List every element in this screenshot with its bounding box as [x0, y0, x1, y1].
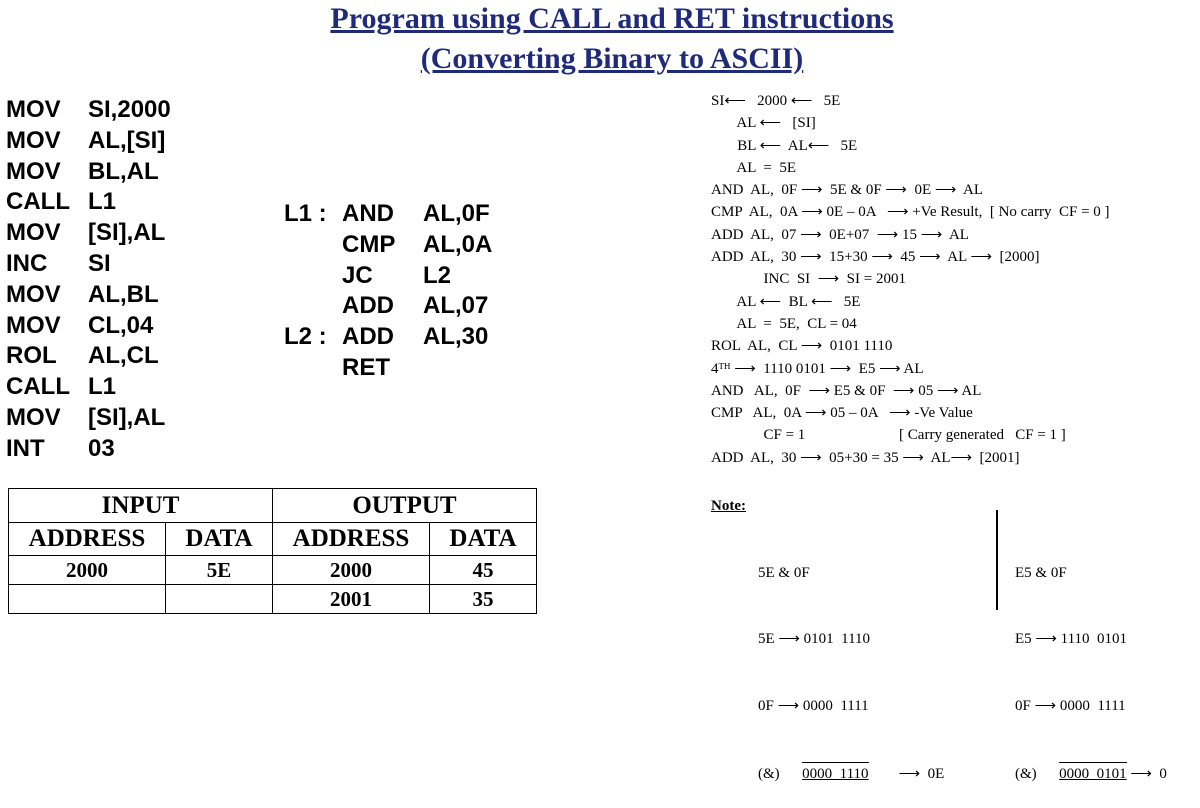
main-program-line: [6, 218, 171, 249]
subroutine-line: [284, 291, 492, 322]
instruction-operands: AL,[SI]: [88, 126, 166, 154]
note-expr: E5 & 0F: [1015, 564, 1067, 581]
note-arrow-result: ⟶ 0E: [898, 766, 945, 783]
trace-line: ADD AL, 07 ⟶ 0E+07 ⟶ 15 ⟶ AL: [711, 226, 969, 243]
note-op: (&): [758, 766, 780, 783]
table-cell: 35: [430, 585, 537, 614]
note-right-calc: [1015, 517, 1167, 808]
trace-line: ADD AL, 30 ⟶ 15+30 ⟶ 45 ⟶ AL ⟶ [2000]: [711, 249, 1040, 266]
note-line: 0F ⟶ 0000 1111: [1015, 698, 1126, 715]
input-header: INPUT: [9, 489, 273, 523]
main-program-line: [6, 95, 171, 126]
instruction-opcode: CALL: [6, 188, 70, 216]
table-cell: 2000: [9, 556, 166, 585]
note-result-line: [1015, 762, 1167, 785]
main-program-line: [6, 311, 171, 342]
trace-line: ROL AL, CL ⟶ 0101 1110: [711, 338, 893, 355]
instruction-operands: AL,07: [423, 292, 489, 320]
input-data-header: DATA: [166, 523, 273, 556]
instruction-operands: AL,BL: [88, 280, 159, 308]
note-divider: [996, 510, 998, 610]
main-program-line: [6, 434, 171, 465]
trace-line: AND AL, 0F ⟶ E5 & 0F ⟶ 05 ⟶ AL: [711, 382, 982, 399]
main-program-line: [6, 403, 171, 434]
trace-line: BL ⟵ AL⟵ 5E: [711, 137, 858, 154]
subroutine-line: [284, 199, 492, 230]
subroutine-line: [284, 261, 492, 292]
subroutine-line: [284, 230, 492, 261]
trace-line: AL = 5E, CL = 04: [711, 315, 857, 332]
instruction-opcode: CMP: [342, 230, 396, 258]
instruction-opcode: JC: [342, 261, 373, 289]
main-program-line: [6, 249, 171, 280]
note-title: Note:: [711, 498, 746, 514]
subroutine-line: [284, 322, 492, 353]
instruction-operands: 03: [88, 434, 115, 462]
trace-line: AL ⟵ [SI]: [711, 115, 816, 132]
instruction-operands: [SI],AL: [88, 219, 166, 247]
table-cell: 45: [430, 556, 537, 585]
instruction-opcode: MOV: [6, 157, 61, 185]
instruction-label: L2 :: [284, 323, 327, 351]
trace-line: CF = 1 [ Carry generated CF = 1 ]: [711, 427, 1066, 444]
instruction-operands: AL,0F: [423, 200, 490, 227]
instruction-operands: BL,AL: [88, 157, 159, 185]
main-program-line: [6, 157, 171, 188]
instruction-opcode: MOV: [6, 311, 61, 339]
output-data-header: DATA: [430, 523, 537, 556]
main-program-line: [6, 280, 171, 311]
io-table: [8, 488, 537, 614]
execution-trace: [711, 90, 1110, 469]
trace-line: 4ᵀᴴ ⟶ 1110 0101 ⟶ E5 ⟶ AL: [711, 360, 924, 377]
instruction-operands: AL,CL: [88, 342, 159, 370]
trace-line: AND AL, 0F ⟶ 5E & 0F ⟶ 0E ⟶ AL: [711, 182, 984, 199]
instruction-label: L1 :: [284, 200, 327, 227]
trace-line: ADD AL, 30 ⟶ 05+30 = 35 ⟶ AL⟶ [2001]: [711, 449, 1020, 466]
trace-line: CMP AL, 0A ⟶ 05 – 0A ⟶ -Ve Value: [711, 405, 973, 422]
instruction-operands: AL,0A: [423, 230, 493, 258]
instruction-opcode: RET: [342, 353, 390, 381]
note-line: E5 ⟶ 1110 0101: [1015, 631, 1128, 648]
instruction-opcode: CALL: [6, 373, 70, 401]
subroutine-program: [284, 199, 492, 384]
table-cell: [166, 585, 273, 614]
instruction-opcode: ROL: [6, 342, 57, 370]
trace-line: CMP AL, 0A ⟶ 0E – 0A ⟶ +Ve Result, [ No carry CF = 0 ]: [711, 204, 1110, 221]
output-header: OUTPUT: [273, 489, 537, 523]
instruction-opcode: MOV: [6, 126, 61, 154]
note-result: 0000 1110: [802, 762, 868, 785]
trace-line: SI⟵ 2000 ⟵ 5E: [711, 93, 841, 109]
instruction-operands: [SI],AL: [88, 403, 166, 431]
note-result: 0000 0101: [1059, 762, 1127, 785]
instruction-opcode: MOV: [6, 403, 61, 431]
instruction-opcode: INC: [6, 249, 48, 277]
main-program: [6, 95, 171, 465]
table-cell: 2000: [273, 556, 430, 585]
table-row: [9, 556, 537, 585]
note-line: 0F ⟶ 0000 1111: [758, 698, 869, 715]
instruction-opcode: ADD: [342, 323, 394, 351]
table-row: [9, 585, 537, 614]
instruction-opcode: MOV: [6, 219, 61, 247]
instruction-operands: L2: [423, 261, 452, 289]
subroutine-line: [284, 353, 492, 384]
main-program-line: [6, 372, 171, 403]
note-line: 5E ⟶ 0101 1110: [758, 631, 871, 648]
main-program-line: [6, 187, 171, 218]
note-left-calc: [758, 517, 944, 808]
table-cell: [9, 585, 166, 614]
instruction-opcode: ADD: [342, 292, 394, 320]
instruction-opcode: MOV: [6, 280, 61, 308]
instruction-operands: SI: [88, 249, 111, 277]
note-op: (&): [1015, 766, 1037, 783]
main-program-line: [6, 126, 171, 157]
output-address-header: ADDRESS: [273, 523, 430, 556]
trace-line: AL = 5E: [711, 159, 796, 176]
instruction-opcode: AND: [342, 200, 394, 227]
instruction-operands: CL,04: [88, 311, 154, 339]
note-expr: 5E & 0F: [758, 564, 810, 581]
instruction-operands: L1: [88, 188, 117, 216]
trace-line: INC SI ⟶ SI = 2001: [711, 271, 906, 288]
instruction-operands: AL,30: [423, 323, 489, 351]
main-program-line: [6, 341, 171, 372]
instruction-opcode: MOV: [6, 96, 61, 123]
note-arrow-result: ⟶ 0: [1130, 766, 1167, 783]
table-cell: 2001: [273, 585, 430, 614]
page-title: Program using CALL and RET instructions: [330, 2, 894, 35]
trace-line: AL ⟵ BL ⟵ 5E: [711, 293, 861, 310]
input-address-header: ADDRESS: [9, 523, 166, 556]
instruction-opcode: INT: [6, 434, 45, 462]
table-cell: 5E: [166, 556, 273, 585]
note-result-line: [758, 762, 944, 785]
page-subtitle: (Converting Binary to ASCII): [420, 42, 804, 75]
instruction-operands: L1: [88, 373, 117, 401]
instruction-operands: SI,2000: [88, 96, 171, 123]
